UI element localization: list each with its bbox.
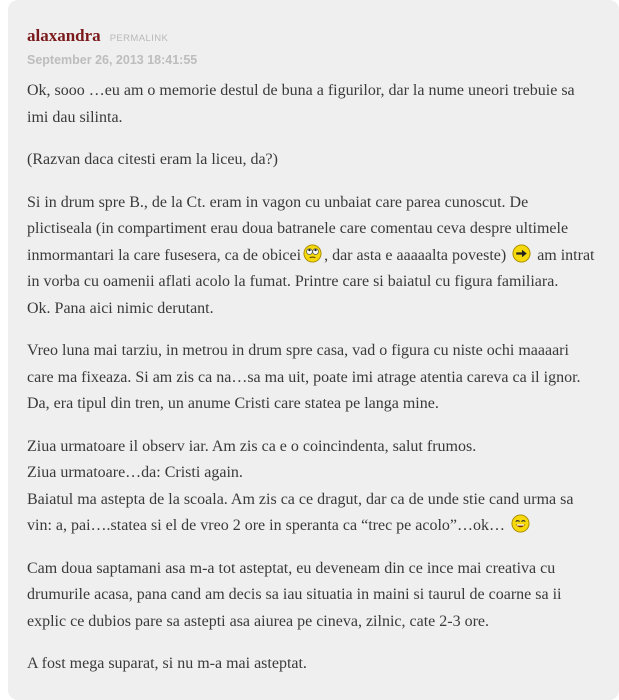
comment-paragraph xyxy=(27,147,597,174)
comment-paragraph xyxy=(27,78,597,131)
paragraph-text: Vreo luna mai tarziu, in metrou in drum spre casa, vad o figura cu niste ochi maaaari care ma fixeaza. Si am zis ca na…sa ma uit, poate imi atrage atentia careva ca il ignor. Da, era tipul din tren, un anume Cristi care statea pe langa mine. xyxy=(27,342,581,412)
comment-date: September 26, 2013 18:41:55 xyxy=(27,53,198,67)
paragraph-text: Cam doua saptamani asa m-a tot asteptat, eu deveneam din ce ince mai creativa cu drumurile acasa, pana cand am decis sa iau situatia in maini si taurul de coarne sa ii explic ce dubios pare sa astepti asa aiurea pe cineva, zilnic, cate 2-3 ore. xyxy=(27,559,562,630)
paragraph-text: A fost mega suparat, si nu m-a mai asteptat. xyxy=(27,655,307,672)
rolling-eyes-smiley-icon xyxy=(303,244,322,263)
author-link[interactable]: alaxandra xyxy=(27,26,101,45)
comment-body xyxy=(27,78,597,678)
paragraph-text: Ziua urmatoare il observ iar. Am zis ca e o coincindenta, salut frumos. xyxy=(27,437,477,455)
comment-card xyxy=(8,0,619,700)
paragraph-text: Baiatul ma astepta de la scoala. Am zis ca ce dragut, dar ca de unde stie cand urma sa vin: a, pai….statea si el de vreo 2 ore in speranta ca “trec pe acolo”…ok… xyxy=(27,490,574,534)
comment-paragraph xyxy=(27,434,597,540)
paragraph-text: , dar asta e aaaaalta poveste) xyxy=(324,246,507,264)
comment-paragraph xyxy=(27,338,597,418)
paragraph-text: Ziua urmatoare…da: Cristi again. xyxy=(27,464,243,481)
paragraph-text: Si in drum spre B., de la Ct. eram in vagon cu unbaiat care parea cunoscut. De plictiseala (in compartiment erau doua batranele care comentau ceva despre ultimele inmormantari la care fusesera, ca de obicei xyxy=(27,193,569,264)
permalink-link[interactable]: PERMALINK xyxy=(109,33,169,44)
comment-paragraph xyxy=(27,556,597,636)
arrow-smiley-icon xyxy=(512,244,531,263)
comment-meta xyxy=(27,26,597,46)
paragraph-text: Ok, sooo …eu am o memorie destul de buna a figurilor, dar la nume uneori trebuie sa imi dau silinta. xyxy=(27,82,575,126)
paragraph-text: Ok. Pana aici nimic derutant. xyxy=(27,299,214,317)
laughing-smiley-icon xyxy=(511,514,530,533)
paragraph-text: am intrat in vorba cu oamenii aflati acolo la fumat. Printre care si baiatul cu figura familiara. xyxy=(27,246,595,290)
comment-paragraph xyxy=(27,190,597,323)
comment-paragraph xyxy=(27,651,597,678)
paragraph-text: (Razvan daca citesti eram la liceu, da?) xyxy=(27,151,278,168)
